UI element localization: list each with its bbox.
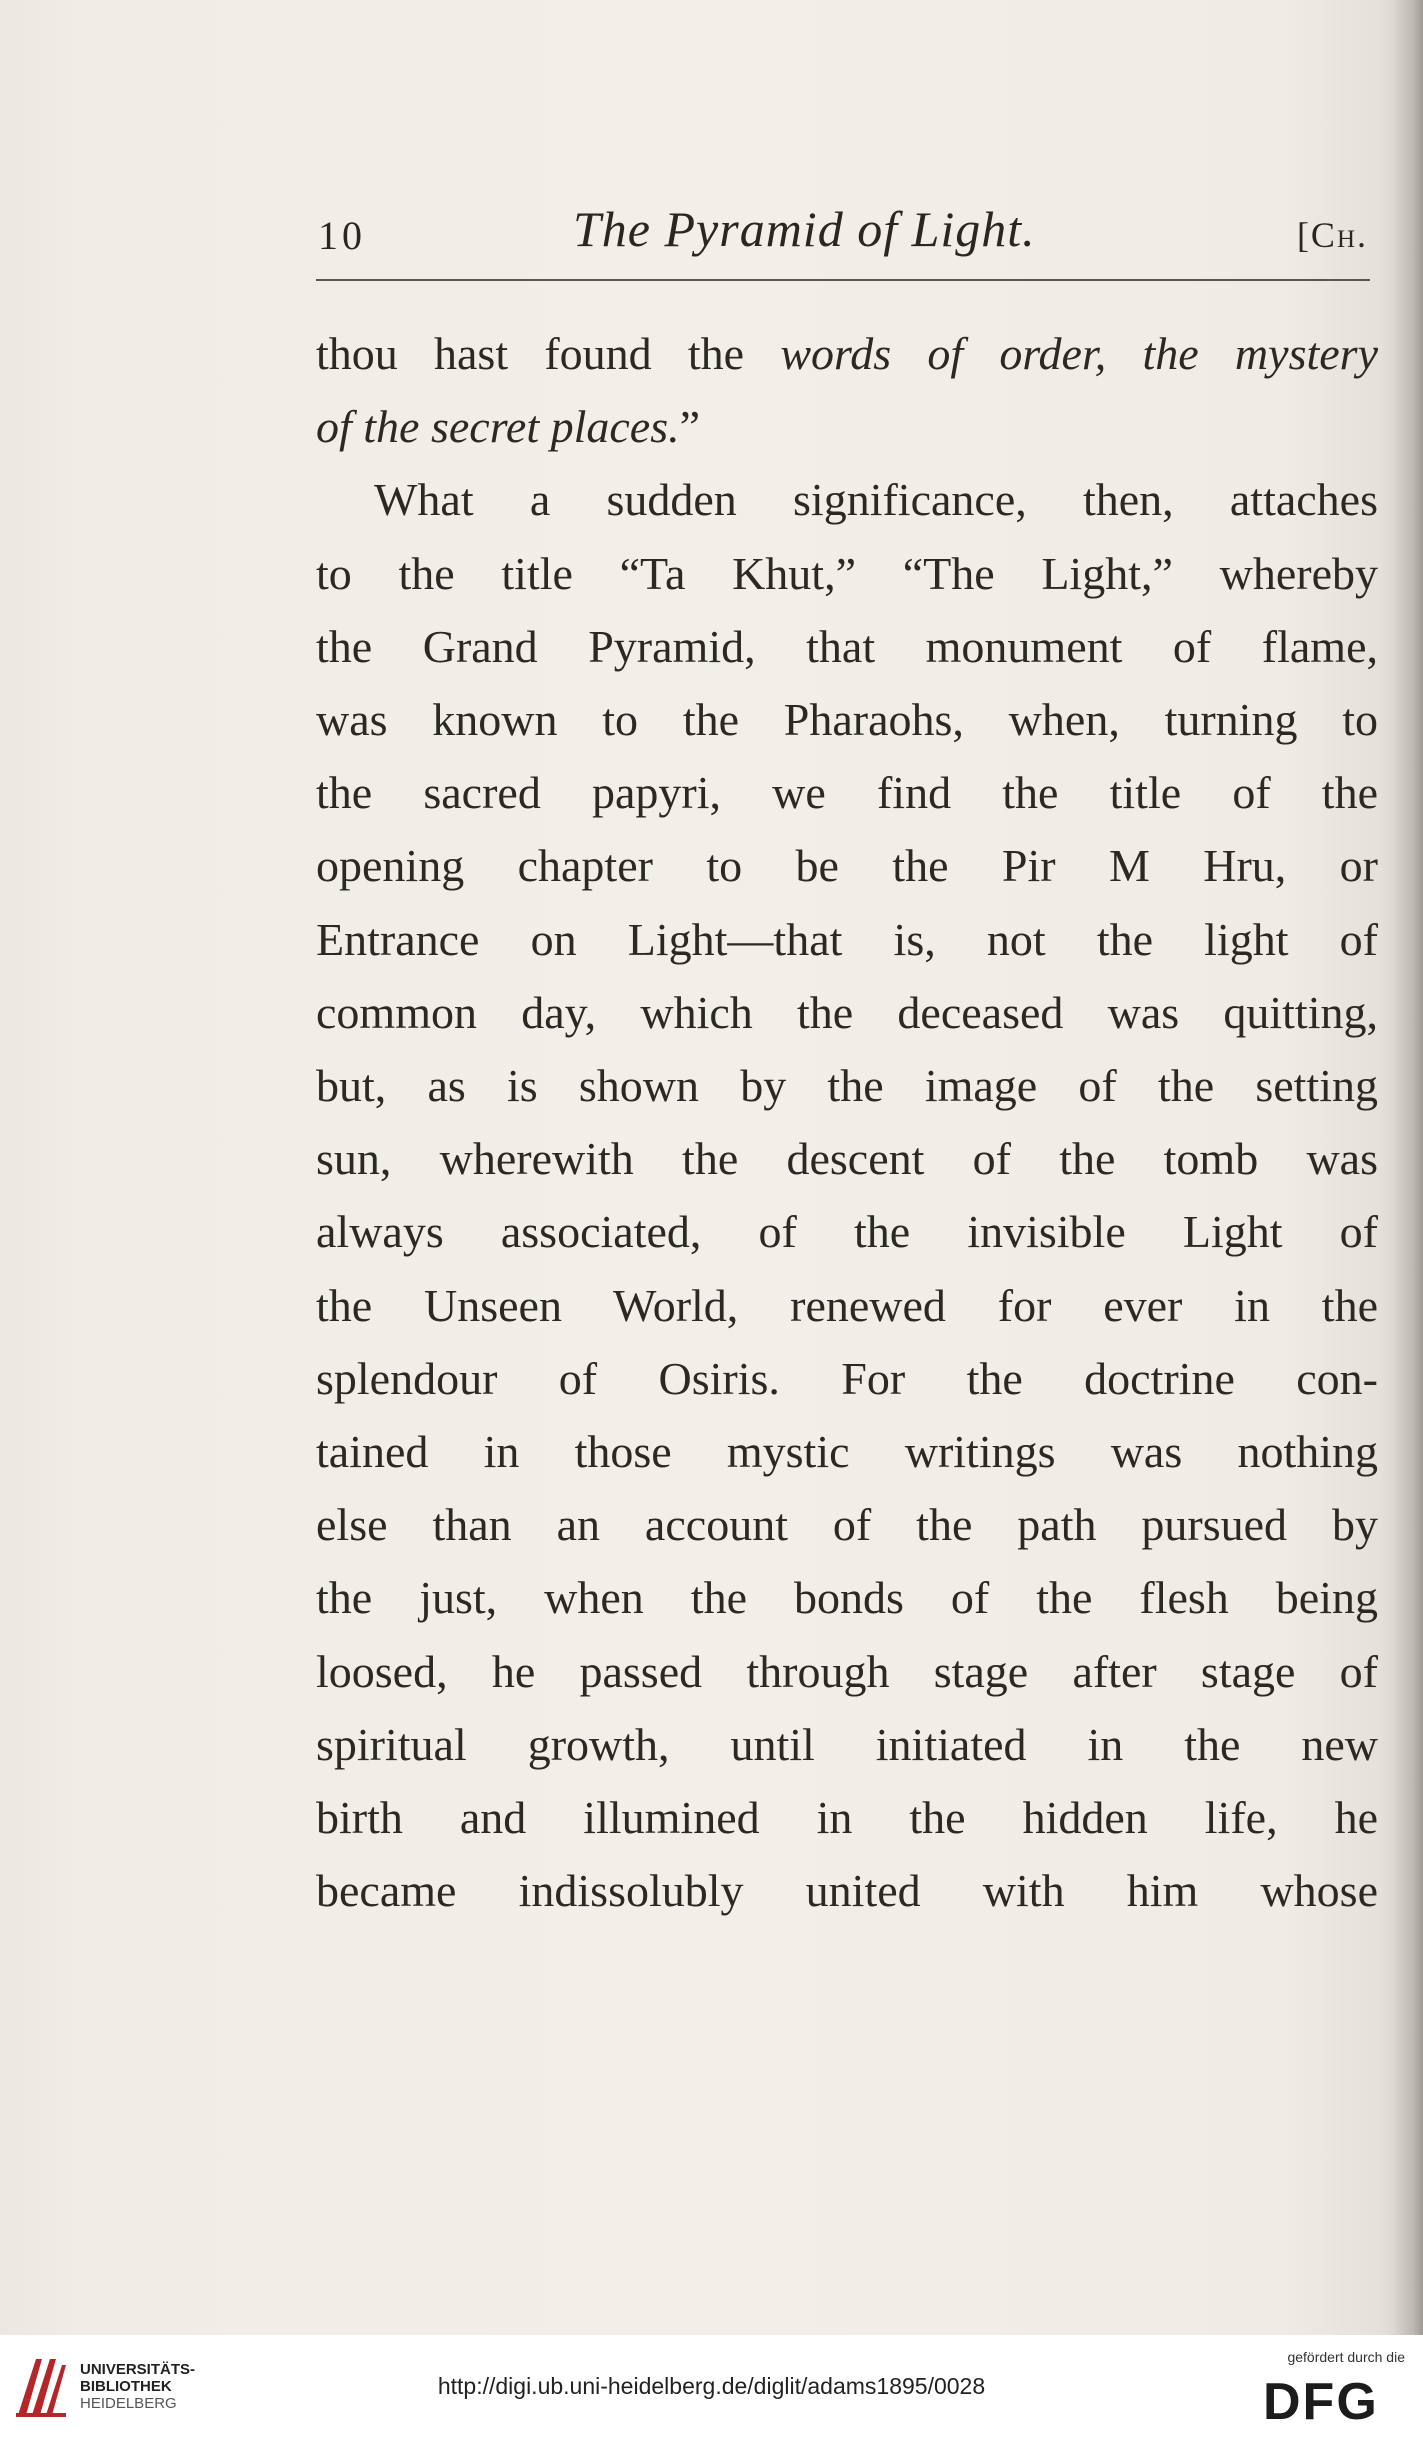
text-line xyxy=(316,538,1378,610)
text-run: thou hast found the xyxy=(316,328,781,379)
library-name-line2: BIBLIOTHEK xyxy=(80,2378,172,2395)
running-head xyxy=(318,200,1368,270)
text-line xyxy=(316,757,1378,829)
text-line xyxy=(316,318,1378,390)
text-run: spiritual growth, until initiated in the new xyxy=(316,1718,1378,1770)
text-line xyxy=(316,464,1378,536)
text-run: splendour of Osiris. For the doctrine con- xyxy=(316,1352,1378,1404)
text-run: the Unseen World, renewed for ever in the xyxy=(316,1279,1378,1331)
text-line xyxy=(316,1782,1378,1854)
text-run: else than an account of the path pursued by xyxy=(316,1499,1378,1551)
page-number: 10 xyxy=(318,213,366,258)
header-rule xyxy=(316,279,1370,281)
text-run: always associated, of the invisible Light of xyxy=(316,1206,1378,1258)
text-line xyxy=(316,391,1378,463)
text-run: What a sudden significance, then, attaches xyxy=(374,474,1378,526)
text-run: loosed, he passed through stage after stage of xyxy=(316,1645,1378,1697)
text-run: sun, wherewith the descent of the tomb was xyxy=(316,1133,1378,1185)
library-name-line1: UNIVERSITÄTS- xyxy=(80,2361,196,2378)
text-line xyxy=(316,1489,1378,1561)
text-line xyxy=(316,1416,1378,1488)
text-line xyxy=(316,904,1378,976)
text-line xyxy=(316,1855,1378,1927)
text-run: birth and illumined in the hidden life, he xyxy=(316,1792,1378,1843)
text-run: but, as is shown by the image of the setting xyxy=(316,1060,1378,1111)
library-name-line3: HEIDELBERG xyxy=(80,2395,177,2412)
text-line xyxy=(316,1636,1378,1708)
chapter-mark: [Ch. xyxy=(1296,215,1368,255)
italic-text: of the secret places. xyxy=(316,401,680,453)
running-title: The Pyramid of Light. xyxy=(573,201,1036,257)
text-run: became indissolubly united with him whose xyxy=(316,1865,1378,1917)
text-line xyxy=(316,1123,1378,1195)
text-run: was known to the Pharaohs, when, turning to xyxy=(316,694,1378,745)
text-run: to the title “Ta Khut,” “The Light,” whereby xyxy=(316,547,1378,599)
text-run: Entrance on Light—that is, not the light of xyxy=(316,913,1378,965)
page-edge-shadow xyxy=(1393,0,1423,2335)
footer-banner xyxy=(0,2335,1423,2437)
permalink-url[interactable]: http://digi.ub.uni-heidelberg.de/diglit/adams1895/0028 xyxy=(437,2373,986,2399)
text-run: common day, which the deceased was quitting, xyxy=(316,986,1378,1038)
text-line xyxy=(316,684,1378,756)
text-line xyxy=(316,1196,1378,1268)
text-line xyxy=(316,1709,1378,1781)
text-run: ” xyxy=(679,401,701,453)
text-line xyxy=(316,830,1378,902)
svg-text:DFG: DFG xyxy=(1263,2373,1379,2427)
dfg-logo xyxy=(1263,2371,1405,2427)
text-run: tained in those mystic writings was nothing xyxy=(316,1426,1378,1477)
text-line xyxy=(316,611,1378,683)
text-line xyxy=(316,1050,1378,1122)
text-run: the sacred papyri, we find the title of the xyxy=(316,767,1378,819)
text-line xyxy=(316,1270,1378,1342)
text-line xyxy=(316,1562,1378,1634)
text-run: the Grand Pyramid, that monument of flame, xyxy=(316,620,1378,672)
italic-text: words of order, the mystery xyxy=(780,328,1378,379)
text-run: opening chapter to be the Pir M Hru, or xyxy=(316,840,1378,892)
funder-label: gefördert durch die xyxy=(1287,2349,1405,2365)
text-run: the just, when the bonds of the flesh being xyxy=(316,1572,1378,1624)
text-line xyxy=(316,977,1378,1049)
text-line xyxy=(316,1343,1378,1415)
